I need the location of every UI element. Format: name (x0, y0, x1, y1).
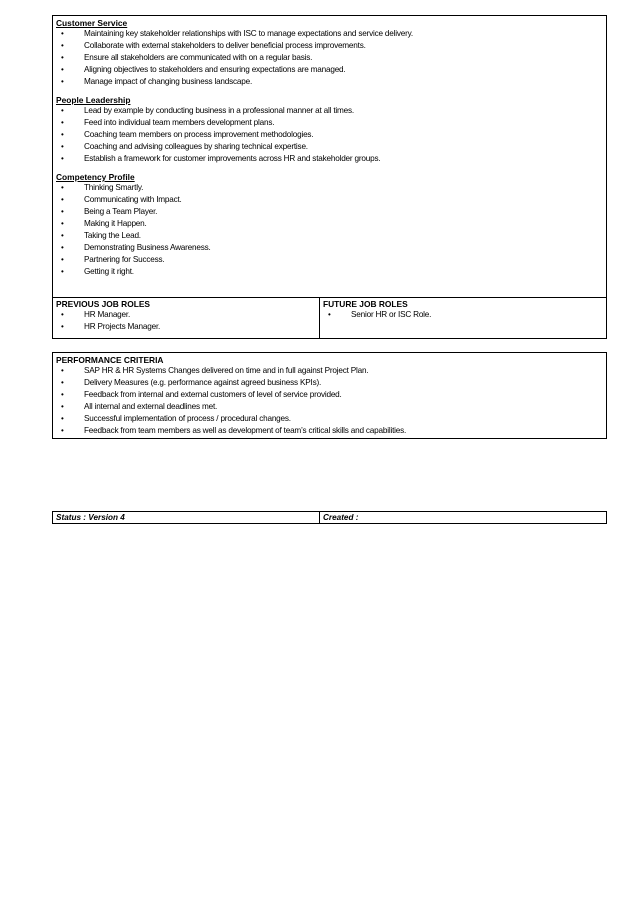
bullet-icon: • (61, 310, 64, 319)
created-label: Created : (323, 513, 359, 522)
bullet-icon: • (61, 53, 64, 62)
bullet-icon: • (61, 29, 64, 38)
list-item (56, 365, 603, 377)
list-item-text: Senior HR or ISC Role. (351, 310, 432, 319)
bullet-icon: • (61, 65, 64, 74)
list-item-text: All internal and external deadlines met. (84, 402, 218, 411)
list-item-text: Successful implementation of process / procedural changes. (84, 414, 291, 423)
list-item (56, 129, 603, 141)
list-item-text: Manage impact of changing business landscape. (84, 77, 253, 86)
bullet-icon: • (61, 183, 64, 192)
bullet-icon: • (61, 77, 64, 86)
bullet-icon: • (61, 366, 64, 375)
list-item-text: Demonstrating Business Awareness. (84, 243, 211, 252)
bullet-icon: • (61, 207, 64, 216)
list-item (56, 230, 603, 242)
bullet-icon: • (61, 402, 64, 411)
status-footer-box (52, 511, 607, 524)
bullet-icon: • (61, 426, 64, 435)
list-item (56, 64, 603, 76)
bullet-icon: • (61, 106, 64, 115)
bullet-icon: • (61, 195, 64, 204)
performance-criteria-heading: PERFORMANCE CRITERIA (56, 355, 164, 365)
list-item (56, 153, 603, 165)
bullet-icon: • (61, 322, 64, 331)
list-item (56, 182, 603, 194)
list-item (56, 28, 603, 40)
list-item-text: SAP HR & HR Systems Changes delivered on time and in full against Project Plan. (84, 366, 369, 375)
previous-roles-heading: PREVIOUS JOB ROLES (56, 299, 151, 309)
list-item (56, 105, 603, 117)
status-divider (319, 512, 320, 523)
list-item (56, 52, 603, 64)
roles-divider (319, 298, 320, 338)
list-item (56, 401, 603, 413)
people-leadership-heading: People Leadership (56, 95, 131, 105)
future-roles-heading: FUTURE JOB ROLES (323, 299, 408, 309)
list-item-text: Ensure all stakeholders are communicated with on a regular basis. (84, 53, 313, 62)
bullet-icon: • (61, 378, 64, 387)
previous-roles-section (56, 299, 316, 333)
list-item (56, 413, 603, 425)
list-item (56, 377, 603, 389)
list-item-text: Making it Happen. (84, 219, 147, 228)
bullet-icon: • (61, 243, 64, 252)
bullet-icon: • (61, 414, 64, 423)
customer-service-heading: Customer Service (56, 18, 128, 28)
future-roles-list (323, 309, 603, 321)
previous-roles-list (56, 309, 316, 333)
bullet-icon: • (61, 142, 64, 151)
list-item-text: Delivery Measures (e.g. performance against agreed business KPIs). (84, 378, 322, 387)
list-item-text: Thinking Smartly. (84, 183, 144, 192)
bullet-icon: • (61, 41, 64, 50)
bullet-icon: • (61, 154, 64, 163)
performance-criteria-box (52, 352, 607, 439)
bullet-icon: • (328, 310, 331, 319)
bullet-icon: • (61, 118, 64, 127)
list-item (56, 141, 603, 153)
list-item (56, 218, 603, 230)
list-item (56, 206, 603, 218)
bullet-icon: • (61, 390, 64, 399)
job-roles-box (52, 297, 607, 339)
list-item (56, 254, 603, 266)
list-item (56, 425, 603, 437)
list-item-text: Coaching team members on process improvement methodologies. (84, 130, 314, 139)
list-item (56, 117, 603, 129)
list-item (56, 40, 603, 52)
list-item-text: Taking the Lead. (84, 231, 141, 240)
list-item (56, 194, 603, 206)
bullet-icon: • (61, 130, 64, 139)
list-item-text: Getting it right. (84, 267, 134, 276)
competency-profile-list (56, 182, 603, 278)
list-item-text: Partnering for Success. (84, 255, 165, 264)
list-item (56, 321, 316, 333)
list-item-text: Communicating with Impact. (84, 195, 182, 204)
future-roles-section (323, 299, 603, 321)
list-item-text: Being a Team Player. (84, 207, 158, 216)
list-item-text: Aligning objectives to stakeholders and ensuring expectations are managed. (84, 65, 346, 74)
list-item-text: Feedback from internal and external customers of level of service provided. (84, 390, 342, 399)
bullet-icon: • (61, 231, 64, 240)
competency-profile-heading: Competency Profile (56, 172, 135, 182)
list-item-text: HR Manager. (84, 310, 131, 319)
list-item-text: Establish a framework for customer improvements across HR and stakeholder groups. (84, 154, 381, 163)
people-leadership-list (56, 105, 603, 165)
list-item-text: Maintaining key stakeholder relationships with ISC to manage expectations and service delivery. (84, 29, 414, 38)
list-item (56, 389, 603, 401)
customer-service-list (56, 28, 603, 88)
list-item-text: HR Projects Manager. (84, 322, 161, 331)
list-item-text: Lead by example by conducting business in a professional manner at all times. (84, 106, 354, 115)
list-item-text: Feed into individual team members development plans. (84, 118, 275, 127)
bullet-icon: • (61, 219, 64, 228)
list-item (56, 309, 316, 321)
list-item (56, 242, 603, 254)
list-item (56, 76, 603, 88)
responsibilities-box (52, 15, 607, 298)
list-item-text: Feedback from team members as well as development of team’s critical skills and capabilities. (84, 426, 407, 435)
bullet-icon: • (61, 255, 64, 264)
list-item-text: Collaborate with external stakeholders to deliver beneficial process improvements. (84, 41, 366, 50)
bullet-icon: • (61, 267, 64, 276)
status-version-label: Status : Version 4 (56, 513, 125, 522)
list-item (323, 309, 603, 321)
list-item-text: Coaching and advising colleagues by sharing technical expertise. (84, 142, 308, 151)
list-item (56, 266, 603, 278)
performance-criteria-list (56, 365, 603, 437)
